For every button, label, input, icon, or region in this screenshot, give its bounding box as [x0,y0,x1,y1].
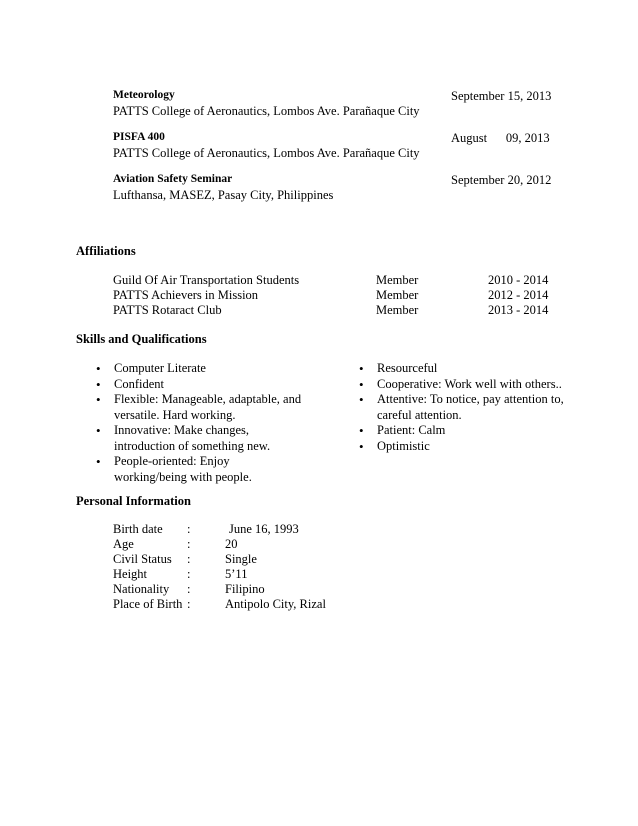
personal-sep: : [187,567,191,581]
list-item: • Flexible: Manageable, adaptable, and versatile. Hard working. [94,392,314,423]
list-item: • Resourceful [357,361,587,377]
personal-value: 20 [225,537,238,551]
skills-left-list [94,361,324,485]
list-item: • Cooperative: Work well with others.. [357,377,587,393]
seminar-title: PISFA 400 [113,131,165,143]
personal-label: Nationality [113,582,170,596]
personal-label: Age [113,537,134,551]
affiliations-heading: Affiliations [76,244,136,258]
seminar-title: Meteorology [113,89,175,101]
affiliation-role: Member [376,273,419,287]
affiliation-org: PATTS Achievers in Mission [113,288,259,302]
personal-value: Antipolo City, Rizal [225,597,326,611]
personal-value: 5’11 [225,567,248,581]
seminar-date: August 09, 2013 [451,131,550,145]
personal-sep: : [187,597,191,611]
seminar-date: September 20, 2012 [451,173,552,187]
list-item: • Attentive: To notice, pay attention to, careful attention. [357,392,567,423]
personal-sep: : [187,582,191,596]
seminar-place: PATTS College of Aeronautics, Lombos Ave. Parañaque City [113,104,420,118]
seminar-place: Lufthansa, MASEZ, Pasay City, Philippines [113,188,334,202]
affiliation-years: 2013 - 2014 [488,303,549,317]
skills-right-list [357,361,587,454]
seminar-date: September 15, 2013 [451,89,552,103]
personal-label: Birth date [113,522,163,536]
affiliation-years: 2010 - 2014 [488,273,549,287]
personal-sep: : [187,537,191,551]
affiliation-years: 2012 - 2014 [488,288,549,302]
affiliation-role: Member [376,288,419,302]
seminar-title: Aviation Safety Seminar [113,173,233,185]
personal-value: Filipino [225,582,265,596]
personal-value: June 16, 1993 [229,522,299,536]
list-item: • Innovative: Make changes, introduction of something new. [94,423,284,454]
personal-label: Place of Birth [113,597,183,611]
list-item: • Patient: Calm [357,423,587,439]
skills-heading: Skills and Qualifications [76,332,207,346]
seminar-place: PATTS College of Aeronautics, Lombos Ave. Parañaque City [113,146,420,160]
affiliation-org: PATTS Rotaract Club [113,303,222,317]
list-item: • People-oriented: Enjoy working/being with people. [94,454,264,485]
list-item: • Computer Literate [94,361,324,377]
affiliation-org: Guild Of Air Transportation Students [113,273,300,287]
list-item: • Confident [94,377,324,393]
personal-value: Single [225,552,257,566]
personal-sep: : [187,552,191,566]
list-item: • Optimistic [357,439,587,455]
personal-heading: Personal Information [76,494,191,508]
personal-label: Civil Status [113,552,172,566]
affiliation-role: Member [376,303,419,317]
personal-label: Height [113,567,148,581]
personal-sep: : [187,522,191,536]
